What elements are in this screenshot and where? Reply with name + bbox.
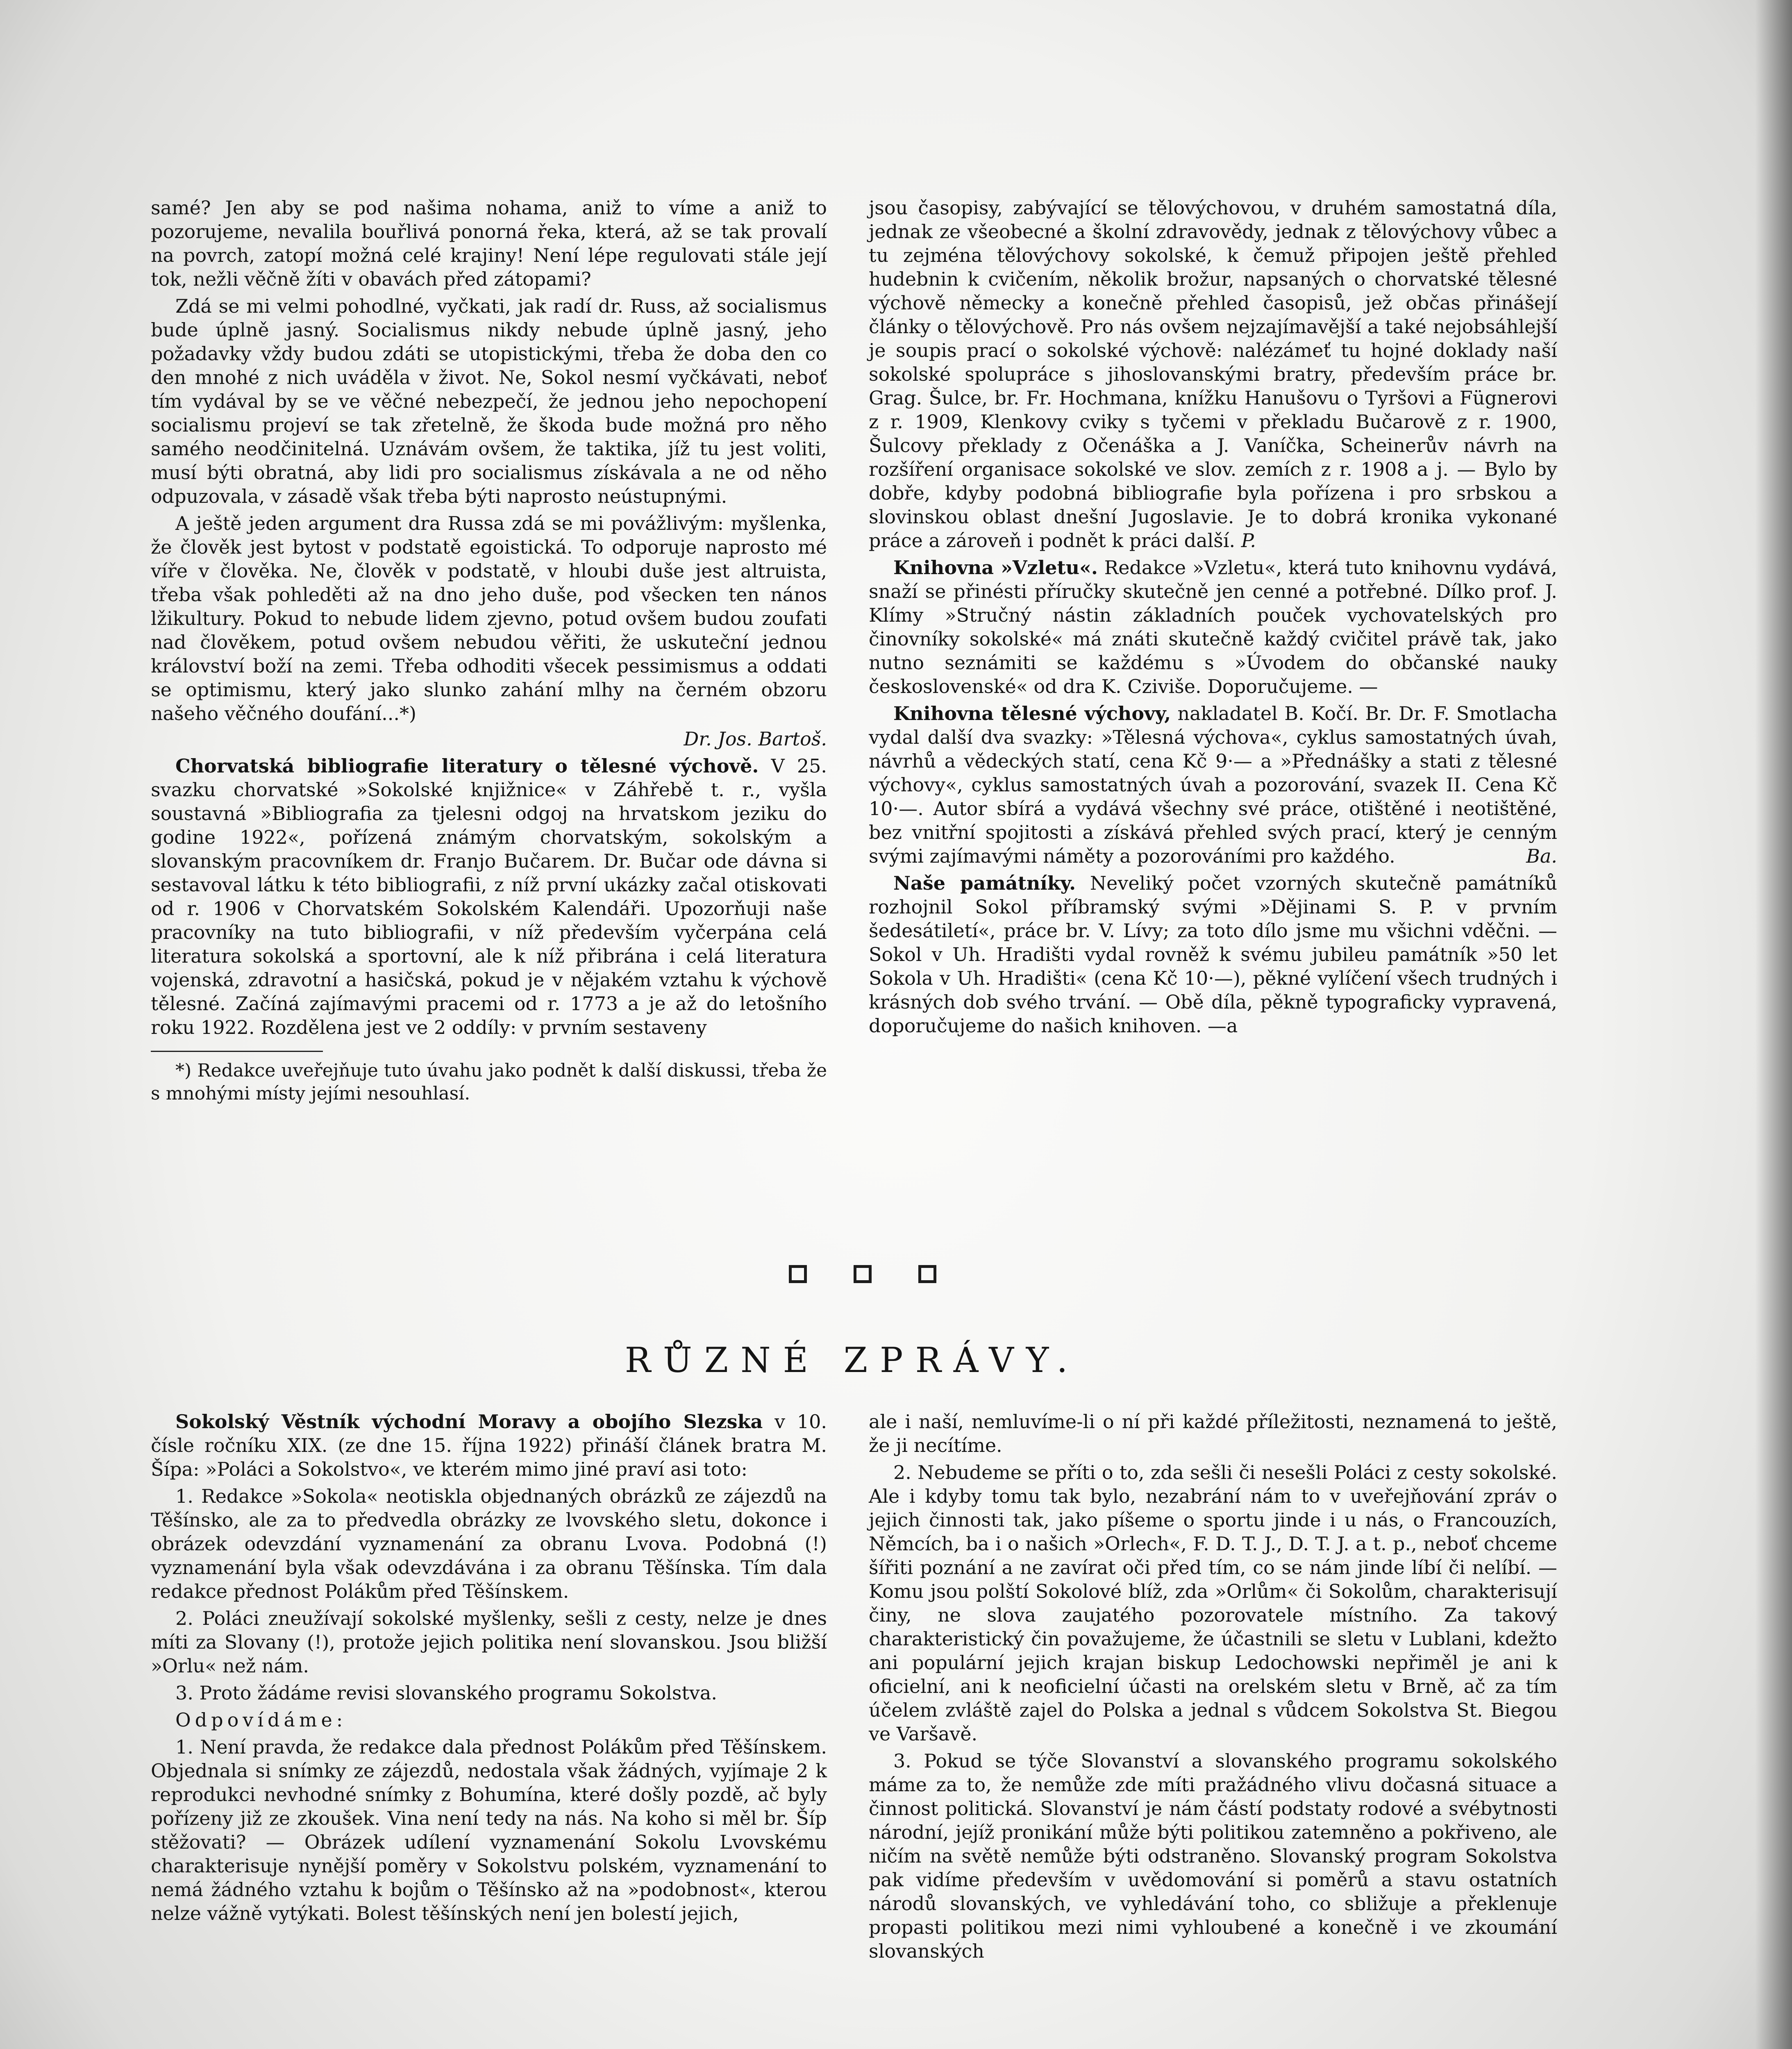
article-paragraph xyxy=(151,754,827,1039)
square-ornament-icon xyxy=(789,1265,807,1283)
signature-line xyxy=(151,727,827,751)
paragraph: 2. Nebudeme se příti o to, zda sešli či nesešli Poláci z cesty sokolské. Ale i kdyby tomu tak bylo, nezabrání nám to v uveřejňování zpráv o jejich činnosti tak, jako píšeme o sportu jinde i u nás, o Francouzích, Němcích, ba i o našich »Orlech«, F. D. T. J., D. T. J. a t. p., neboť chceme šířiti poznání a ne zavírat oči před tím, co se nám jinde líbí či nelíbí. — Komu jsou polští Sokolové blíž, zda »Orlům« či Sokolům, charakterisují činy, ne slova zaujatého pozorovatele místního. Za takový charakteristický čin považujeme, že účastnili se sletu v Lublani, kdežto ani populární jejich krajan biskup Ledochowski nepřiměl je ani k oficielní, ani k neoficielní účasti na orelském sletu v Brně, ač za tím účelem zvláště zajel do Polska a jednal s vůdcem Sokolstva St. Biegou ve Varšavě. xyxy=(869,1461,1557,1745)
paragraph-heading: Sokolský Věstník východní Moravy a obojího Slezska xyxy=(175,1411,763,1433)
list-item: 2. Poláci zneužívají sokolské myšlenky, sešli z cesty, nelze je dnes míti za Slovany (!), protože jejich politika není slovanskou. Jsou bližší »Orlu« než nám. xyxy=(151,1607,827,1677)
square-ornament-icon xyxy=(918,1265,936,1283)
signature: Dr. Jos. Bartoš. xyxy=(684,728,827,750)
paragraph: 1. Není pravda, že redakce dala přednost Polákům před Těšínskem. Objednala si snímky ze zájezdů, nedostala však žádných, vyjímaje 2 k reprodukci nevhodné snímky z Bohumína, které došly pozdě, ač byly pořízeny již ze zkoušek. Vina není tedy na nás. Na koho si měl br. Šíp stěžovati? — Obrázek udílení vyznamenání Sokolu Lvovskému charakterisuje nynější poměry v Sokolstvu polském, vyznamenání to nemá žádného vztahu k bojům o Těšínsko až na »podobnost«, kterou nelze vážně vytýkati. Bolest těšínských není jen bolestí jejich, xyxy=(151,1736,827,1924)
signature: P. xyxy=(1241,529,1256,552)
footnote: *) Redakce uveřejňuje tuto úvahu jako podnět k další diskussi, třeba že s mnohými místy jejími nesouhlasí. xyxy=(151,1060,827,1104)
paragraph-text: jsou časopisy, zabývající se tělovýchovou, v druhém samostatná díla, jednak ze všeobecné a školní zdravovědy, jednak z tělovýchovy vůbec a tu zejména tělovýchovy sokolské, k čemuž připojen ještě přehled hudebnin k cvičením, několik brožur, napsaných o chorvatské tělesné výchově německy a konečně přehled časopisů, jež občas přinášejí články o tělovýchově. Pro nás ovšem nejzajímavější a také nejobsáhlejší je soupis prací o sokolské výchově: nalézámeť tu hojné doklady naší sokolské spolupráce s jihoslovanskými bratry, především práce br. Grag. Šulce, br. Fr. Hochmana, knížku Hanušovu o Tyršovi a Fügnerovi z r. 1909, Klenkovy cviky s tyčemi v překladu Bučarově z r. 1900, Šulcovy překlady z Očenáška a J. Vaníčka, Scheinerův návrh na rozšíření organisace sokolské ve slov. zemích z r. 1908 a j. — Bylo by dobře, kdyby podobná bibliografie byla pořízena i pro srbskou a slovinskou oblast dnešní Jugoslavie. Je to dobrá kronika vykonané práce a zároveň i podnět k práci další. xyxy=(869,197,1557,552)
paragraph xyxy=(151,1410,827,1481)
paragraph: Zdá se mi velmi pohodlné, vyčkati, jak radí dr. Russ, až socialismus bude úplně jasný. Socialismus nikdy nebude úplně jasný, jeho požadavky vždy budou zdáti se utopistickými, třeba že doba den co den mnohé z nich uváděla v život. Ne, Sokol nesmí vyčkávati, neboť tím vydával by se ve věčné nebezpečí, že jednou jeho nepochopení socialismu projeví se tak zřetelně, že škoda bude možná pro něho samého neodčinitelná. Uznávám ovšem, že taktika, jíž tu jest voliti, musí býti obratná, aby lidi pro socialismus získávala a ne od něho odpuzovala, v zásadě však třeba býti naprosto neústupnými. xyxy=(151,295,827,507)
paragraph-text: Redakce »Vzletu«, která tuto knihovnu vydává, snaží se přinésti příručky skutečně jen cenné a potřebné. Dílko prof. J. Klímy »Stručný nástin základních pouček vychovatelských pro činovníky sokolské« má znáti skutečně každý cvičitel právě tak, jako nutno seznámiti se každému s »Úvodem do občanské nauky československé« od dra K. Cziviše. Doporučujeme. — xyxy=(869,557,1557,697)
paragraph-text: nakladatel B. Kočí. Br. Dr. F. Smotlacha vydal další dva svazky: »Tělesná výchova«, cyklus samostatných úvah, návrhů a vědeckých statí, cena Kč 9·— a »Přednášky a stati z tělesné výchovy«, cyklus samostatných úvah a pozorování, svazek II. Cena Kč 10·—. Autor sbírá a vydává všechny své práce, otištěné i neotištěné, bez vnitřní spojitosti a získává přehled svých prací, který je cenným svými zajímavými náměty a pozorováními pro každého. xyxy=(869,702,1558,867)
column-bottom-right xyxy=(869,1410,1557,2049)
signature: Ba. xyxy=(1526,845,1557,867)
article-title: Chorvatská bibliografie literatury o tělesné výchově. xyxy=(175,755,759,777)
paragraph xyxy=(869,702,1557,868)
paragraph: ale i naší, nemluvíme-li o ní při každé příležitosti, neznamená to ještě, že ji necítíme. xyxy=(869,1411,1557,1456)
section-divider-ornament xyxy=(789,1265,936,1290)
section-title: RŮZNÉ ZPRÁVY. xyxy=(625,1340,1080,1380)
paragraph-heading: Naše památníky. xyxy=(893,872,1076,894)
list-item: 1. Redakce »Sokola« neotiskla objednaných obrázků ze zájezdů na Těšínsko, ale za to předvedla obrázky ze lvovského sletu, dokonce i obrázek odevzdání vyznamenání za obranu Lvova. Podobná (!) vyznamenání byla však odevzdávána i za obranu Těšínska. Tím dala redakce přednost Polákům před Těšínskem. xyxy=(151,1485,827,1602)
column-bottom-left xyxy=(151,1410,827,2049)
paragraph: samé? Jen aby se pod našima nohama, aniž to víme a aniž to pozorujeme, nevalila bouřlivá ponorná řeka, která, až se tak provalí na povrch, zatopí možná celé krajiny! Není lépe regulovati stále její tok, nežli věčně žíti v obavách před zátopami? xyxy=(151,197,827,290)
paragraph-text: v 10. čísle ročníku XIX. (ze dne 15. října 1922) přináší článek bratra M. Šípa: »Poláci a Sokolstvo«, ve kterém mimo jiné praví asi toto: xyxy=(151,1411,827,1480)
scan-edge-shadow xyxy=(1755,0,1792,2049)
paragraph xyxy=(869,196,1557,552)
column-top-right xyxy=(869,196,1557,1237)
paragraph: 3. Pokud se týče Slovanství a slovanského programu sokolského máme za to, že nemůže zde míti pražádného vlivu dočasná situace a činnost politická. Slovanství je nám částí podstaty rodové a svébytnosti národní, jejíž pronikání může býti politikou zatemněno a pokřiveno, ale ničím na světě nemůže býti odstraněno. Slovanský program Sokolstva pak vidíme především v uvědomování si poměrů a stavu ostatních národů slovanských, ve vyhledávání toho, co sbližuje a překlenuje propasti politikou mezi nimi vyhloubené a konečně i ve zkoumání slovanských xyxy=(869,1750,1557,1962)
answer-label: Odpovídáme: xyxy=(175,1709,347,1731)
list-item: 3. Proto žádáme revisi slovanského programu Sokolstva. xyxy=(175,1682,717,1704)
paragraph-text: Neveliký počet vzorných skutečně památníků rozhojnil Sokol příbramský svými »Dějinami S. P. v prvním šedesátiletí«, práce br. V. Lívy; za toto dílo jsme mu všichni vděčni. — Sokol v Uh. Hradišti vydal rovněž k svému jubileu památník »50 let Sokola v Uh. Hradišti« (cena Kč 10·—), pěkné vylíčení všech trudných i krásných dob svého trvání. — Obě díla, pěkně typograficky vypravená, doporučujeme do našich knihoven. —a xyxy=(869,872,1557,1037)
footnote-rule xyxy=(151,1051,323,1052)
column-top-left xyxy=(151,196,827,1237)
square-ornament-icon xyxy=(854,1265,872,1283)
paragraph: A ještě jeden argument dra Russa zdá se mi povážlivým: myšlenka, že člověk jest bytost v podstatě egoistická. To odporuje naprosto mé víře v člověka. Ne, člověk v podstatě, v hloubi duše jest altruista, třeba však pohleděti až na dno jeho duše, pod všecken ten nános lžikultury. Pokud to nebude lidem zjevno, potud ovšem budou zoufati nad člověkem, potud ovšem nebudou věřiti, že uskuteční jednou království boží na zemi. Třeba odhoditi všecek pessimismus a oddati se optimismu, který jako slunko zahání mlhy na černém obzoru našeho věčného doufání...*) xyxy=(151,512,827,725)
paragraph xyxy=(869,871,1557,1038)
article-text: V 25. svazku chorvatské »Sokolské knjižnice« v Záhřebě t. r., vyšla soustavná »Bibliografia za tjelesni odgoj na hrvatskom jeziku do godine 1922«, pořízená známým chorvatským, sokolským a slovanským pracovníkem dr. Franjo Bučarem. Dr. Bučar ode dávna si sestavoval látku k této bibliografii, z níž první ukázky začal otiskovati od r. 1906 v Chorvatském Sokolském Kalendáři. Upozorňuji naše pracovníky na tuto bibliografii, v níž především vyčerpána celá literatura sokolská a sportovní, ale k níž přibrána i celá literatura vojenská, zdravotní a hasičská, pokud je v nějakém vztahu k výchově tělesné. Začíná zajímavými pracemi od r. 1773 a je až do letošního roku 1922. Rozdělena jest ve 2 oddíly: v prvním sestaveny xyxy=(151,755,827,1038)
paragraph-heading: Knihovna tělesné výchovy, xyxy=(893,702,1171,725)
paragraph-heading: Knihovna »Vzletu«. xyxy=(893,557,1098,579)
paragraph xyxy=(869,556,1557,698)
